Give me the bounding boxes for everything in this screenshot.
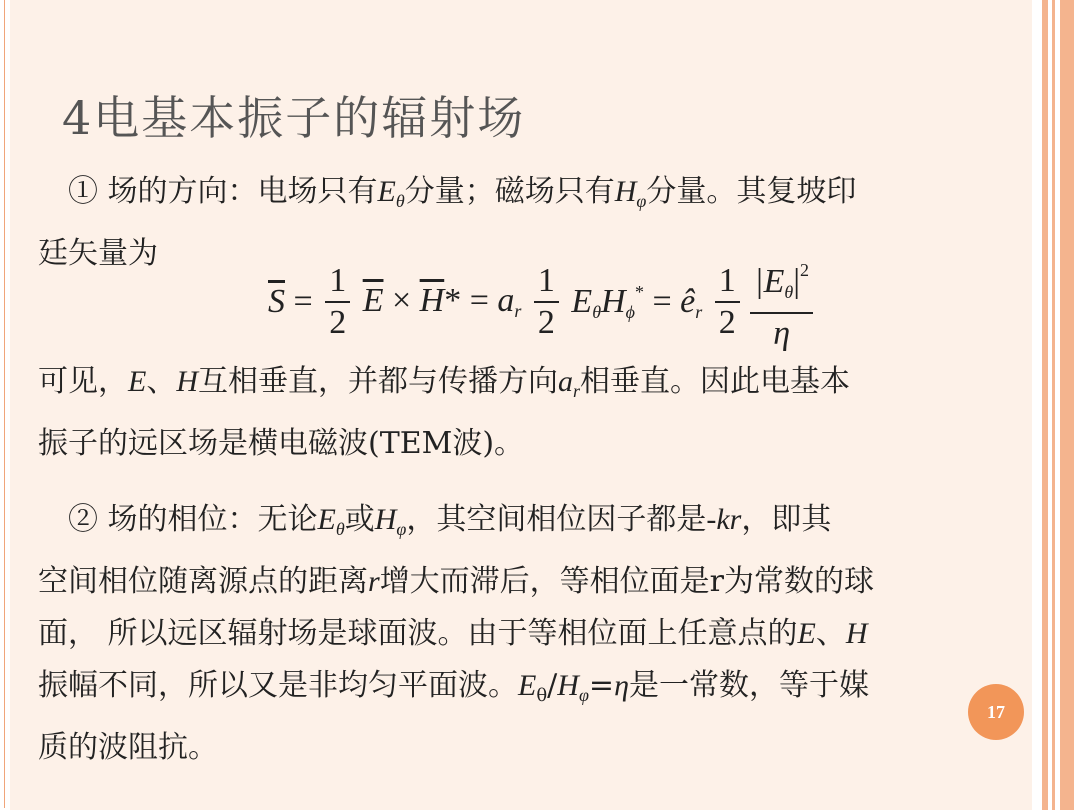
section-phase: [38, 494, 1034, 774]
text-line: ② 场的相位：无论$E_\theta$或$H_\varphi$，其空间相位因子都是-kr，即其: [68, 502, 832, 539]
text-line: ① 场的方向：电场只有$E_\theta$分量；磁场只有$H_\varphi$分量。其复坡印: [68, 174, 857, 211]
right-decoration: [1036, 0, 1080, 810]
text-line: 质的波阻抗。: [38, 730, 218, 765]
section-tem: [38, 356, 1034, 470]
text-line: 空间相位随离源点的距离r增大而滞后，等相位面是r为常数的球: [38, 564, 875, 599]
text-line: 振子的远区场是横电磁波(TEM波)。: [38, 426, 525, 461]
text-line: 振幅不同，所以又是非均匀平面波。$E_\theta/H_\varphi=\eta$是一常数，等于媒: [38, 668, 869, 706]
text-line: 面， 所以远区辐射场是球面波。由于等相位面上任意点的E、H: [38, 616, 868, 651]
page-number-badge: 17: [968, 684, 1024, 740]
slide-title: 4电基本振子的辐射场: [62, 91, 526, 145]
text-line: 可见，E、H互相垂直，并都与传播方向$a_r$相垂直。因此电基本: [38, 364, 851, 401]
text-line: 廷矢量为: [38, 236, 158, 271]
poynting-formula: $\overline{S}$ = $\frac{1}{2}$ $\overline{E} \times \overline{H}* = a_r$ $\frac{1}{2}$ $E_\theta H_\phi^*$ = $ê_r$ $\frac{1}{2}$ $\frac{|E_\theta|^2}{\eta}$: [268, 250, 828, 346]
